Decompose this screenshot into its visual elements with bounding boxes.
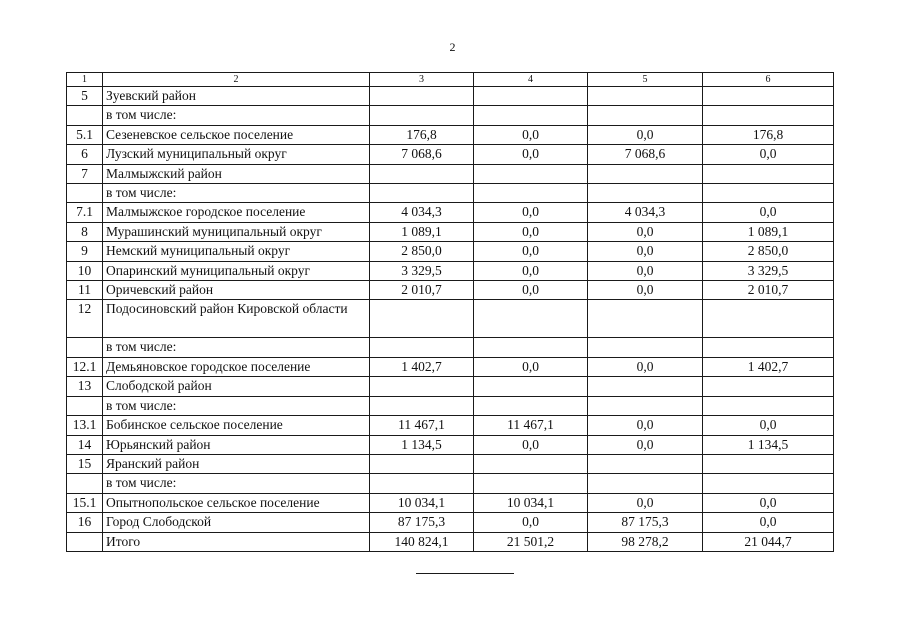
end-rule-divider [416, 573, 514, 574]
column-5-value-cell: 0,0 [588, 222, 703, 241]
table-row [67, 184, 834, 203]
table-row [67, 281, 834, 300]
territory-name-cell: Мурашинский муниципальный округ [103, 222, 370, 241]
row-number-cell: 12.1 [67, 357, 103, 376]
column-header: 5 [588, 73, 703, 87]
row-number-cell: 5 [67, 87, 103, 106]
column-5-value-cell [588, 300, 703, 338]
column-header: 3 [370, 73, 474, 87]
column-3-value-cell: 7 068,6 [370, 145, 474, 164]
table-row [67, 203, 834, 222]
column-6-value-cell [703, 474, 834, 493]
row-number-cell: 6 [67, 145, 103, 164]
column-5-value-cell: 7 068,6 [588, 145, 703, 164]
column-3-value-cell: 1 402,7 [370, 357, 474, 376]
territory-name-cell: в том числе: [103, 338, 370, 357]
territory-name-cell: Демьяновское городское поселение [103, 357, 370, 376]
column-5-value-cell: 0,0 [588, 281, 703, 300]
column-6-value-cell: 1 402,7 [703, 357, 834, 376]
column-3-value-cell: 1 134,5 [370, 435, 474, 454]
page-number: 2 [449, 40, 456, 54]
column-3-value-cell: 176,8 [370, 125, 474, 144]
column-4-value-cell: 0,0 [474, 242, 588, 261]
column-3-value-cell [370, 184, 474, 203]
territory-name-cell: Яранский район [103, 454, 370, 473]
row-number-cell: 13 [67, 377, 103, 396]
column-3-value-cell: 2 850,0 [370, 242, 474, 261]
column-4-value-cell: 0,0 [474, 513, 588, 532]
column-3-value-cell [370, 300, 474, 338]
table-row [67, 145, 834, 164]
row-number-cell [67, 338, 103, 357]
column-5-value-cell [588, 164, 703, 183]
column-5-value-cell: 0,0 [588, 493, 703, 512]
table-row [67, 513, 834, 532]
column-3-value-cell [370, 377, 474, 396]
table-row [67, 164, 834, 183]
table-row [67, 300, 834, 338]
column-3-value-cell: 2 010,7 [370, 281, 474, 300]
table-row [67, 435, 834, 454]
column-4-value-cell: 0,0 [474, 222, 588, 241]
territory-name-cell: в том числе: [103, 106, 370, 125]
table-row [67, 222, 834, 241]
territory-name-cell: Немский муниципальный округ [103, 242, 370, 261]
territory-name-cell: Малмыжский район [103, 164, 370, 183]
territory-name-cell: Лузский муниципальный округ [103, 145, 370, 164]
column-6-value-cell: 2 850,0 [703, 242, 834, 261]
row-number-cell: 13.1 [67, 416, 103, 435]
column-4-value-cell: 11 467,1 [474, 416, 588, 435]
table-row [67, 125, 834, 144]
column-6-value-cell: 176,8 [703, 125, 834, 144]
territory-name-cell: Сезеневское сельское поселение [103, 125, 370, 144]
column-6-value-cell [703, 300, 834, 338]
column-5-value-cell: 0,0 [588, 357, 703, 376]
column-6-value-cell: 21 044,7 [703, 532, 834, 551]
territory-name-cell: Опытнопольское сельское поселение [103, 493, 370, 512]
column-3-value-cell [370, 106, 474, 125]
column-3-value-cell [370, 454, 474, 473]
column-5-value-cell: 98 278,2 [588, 532, 703, 551]
column-header: 6 [703, 73, 834, 87]
column-6-value-cell [703, 377, 834, 396]
row-number-cell: 15 [67, 454, 103, 473]
row-number-cell: 12 [67, 300, 103, 338]
column-6-value-cell: 3 329,5 [703, 261, 834, 280]
column-5-value-cell [588, 338, 703, 357]
table-row [67, 474, 834, 493]
row-number-cell: 14 [67, 435, 103, 454]
column-4-value-cell: 0,0 [474, 203, 588, 222]
territory-name-cell: в том числе: [103, 396, 370, 415]
column-4-value-cell [474, 396, 588, 415]
table-row [67, 242, 834, 261]
column-3-value-cell [370, 396, 474, 415]
column-5-value-cell [588, 106, 703, 125]
column-4-value-cell [474, 377, 588, 396]
column-3-value-cell: 87 175,3 [370, 513, 474, 532]
total-row [67, 532, 834, 551]
column-4-value-cell: 0,0 [474, 261, 588, 280]
territory-name-cell: в том числе: [103, 184, 370, 203]
column-6-value-cell: 0,0 [703, 493, 834, 512]
column-4-value-cell: 0,0 [474, 281, 588, 300]
column-4-value-cell [474, 454, 588, 473]
column-6-value-cell [703, 87, 834, 106]
row-number-cell [67, 106, 103, 125]
column-header: 1 [67, 73, 103, 87]
column-6-value-cell [703, 454, 834, 473]
column-3-value-cell [370, 338, 474, 357]
column-4-value-cell: 0,0 [474, 145, 588, 164]
table-row [67, 357, 834, 376]
column-4-value-cell: 0,0 [474, 435, 588, 454]
territory-name-cell: Итого [103, 532, 370, 551]
column-5-value-cell [588, 87, 703, 106]
column-4-value-cell [474, 300, 588, 338]
column-5-value-cell: 0,0 [588, 125, 703, 144]
column-5-value-cell [588, 474, 703, 493]
column-5-value-cell [588, 454, 703, 473]
column-5-value-cell [588, 184, 703, 203]
column-5-value-cell [588, 396, 703, 415]
column-3-value-cell: 10 034,1 [370, 493, 474, 512]
territory-name-cell: Малмыжское городское поселение [103, 203, 370, 222]
column-6-value-cell: 0,0 [703, 203, 834, 222]
column-6-value-cell: 2 010,7 [703, 281, 834, 300]
column-4-value-cell [474, 164, 588, 183]
column-3-value-cell [370, 474, 474, 493]
data-table [66, 72, 834, 552]
table-header-row [67, 73, 834, 87]
column-header: 4 [474, 73, 588, 87]
row-number-cell: 7 [67, 164, 103, 183]
column-3-value-cell: 3 329,5 [370, 261, 474, 280]
row-number-cell: 15.1 [67, 493, 103, 512]
column-6-value-cell [703, 184, 834, 203]
table-row [67, 338, 834, 357]
column-6-value-cell [703, 164, 834, 183]
territory-name-cell: в том числе: [103, 474, 370, 493]
row-number-cell [67, 474, 103, 493]
column-6-value-cell [703, 338, 834, 357]
column-4-value-cell [474, 184, 588, 203]
territory-name-cell: Бобинское сельское поселение [103, 416, 370, 435]
table-row [67, 261, 834, 280]
column-6-value-cell [703, 396, 834, 415]
territory-name-cell: Слободской район [103, 377, 370, 396]
table-body [67, 87, 834, 552]
table-row [67, 454, 834, 473]
territory-name-cell: Зуевский район [103, 87, 370, 106]
column-5-value-cell [588, 377, 703, 396]
column-4-value-cell: 0,0 [474, 125, 588, 144]
column-3-value-cell: 11 467,1 [370, 416, 474, 435]
table-row [67, 106, 834, 125]
row-number-cell: 8 [67, 222, 103, 241]
column-6-value-cell: 0,0 [703, 513, 834, 532]
row-number-cell [67, 184, 103, 203]
column-4-value-cell [474, 106, 588, 125]
column-5-value-cell: 4 034,3 [588, 203, 703, 222]
territory-name-cell: Подосиновский район Кировской области [103, 300, 370, 338]
column-3-value-cell: 4 034,3 [370, 203, 474, 222]
column-6-value-cell: 0,0 [703, 145, 834, 164]
row-number-cell: 16 [67, 513, 103, 532]
column-header: 2 [103, 73, 370, 87]
row-number-cell: 5.1 [67, 125, 103, 144]
column-4-value-cell [474, 87, 588, 106]
column-4-value-cell: 21 501,2 [474, 532, 588, 551]
column-4-value-cell: 0,0 [474, 357, 588, 376]
column-5-value-cell: 0,0 [588, 435, 703, 454]
column-6-value-cell: 1 134,5 [703, 435, 834, 454]
column-5-value-cell: 0,0 [588, 261, 703, 280]
territory-name-cell: Город Слободской [103, 513, 370, 532]
column-3-value-cell: 1 089,1 [370, 222, 474, 241]
column-5-value-cell: 0,0 [588, 242, 703, 261]
column-4-value-cell [474, 338, 588, 357]
row-number-cell: 9 [67, 242, 103, 261]
column-4-value-cell: 10 034,1 [474, 493, 588, 512]
column-6-value-cell: 1 089,1 [703, 222, 834, 241]
column-5-value-cell: 87 175,3 [588, 513, 703, 532]
territory-name-cell: Юрьянский район [103, 435, 370, 454]
row-number-cell: 7.1 [67, 203, 103, 222]
row-number-cell: 11 [67, 281, 103, 300]
column-5-value-cell: 0,0 [588, 416, 703, 435]
row-number-cell [67, 532, 103, 551]
table-row [67, 416, 834, 435]
table-row [67, 493, 834, 512]
column-4-value-cell [474, 474, 588, 493]
row-number-cell [67, 396, 103, 415]
column-6-value-cell [703, 106, 834, 125]
table-row [67, 396, 834, 415]
table-row [67, 87, 834, 106]
column-3-value-cell: 140 824,1 [370, 532, 474, 551]
table-row [67, 377, 834, 396]
territory-name-cell: Опаринский муниципальный округ [103, 261, 370, 280]
column-3-value-cell [370, 87, 474, 106]
column-3-value-cell [370, 164, 474, 183]
territory-name-cell: Оричевский район [103, 281, 370, 300]
column-6-value-cell: 0,0 [703, 416, 834, 435]
row-number-cell: 10 [67, 261, 103, 280]
